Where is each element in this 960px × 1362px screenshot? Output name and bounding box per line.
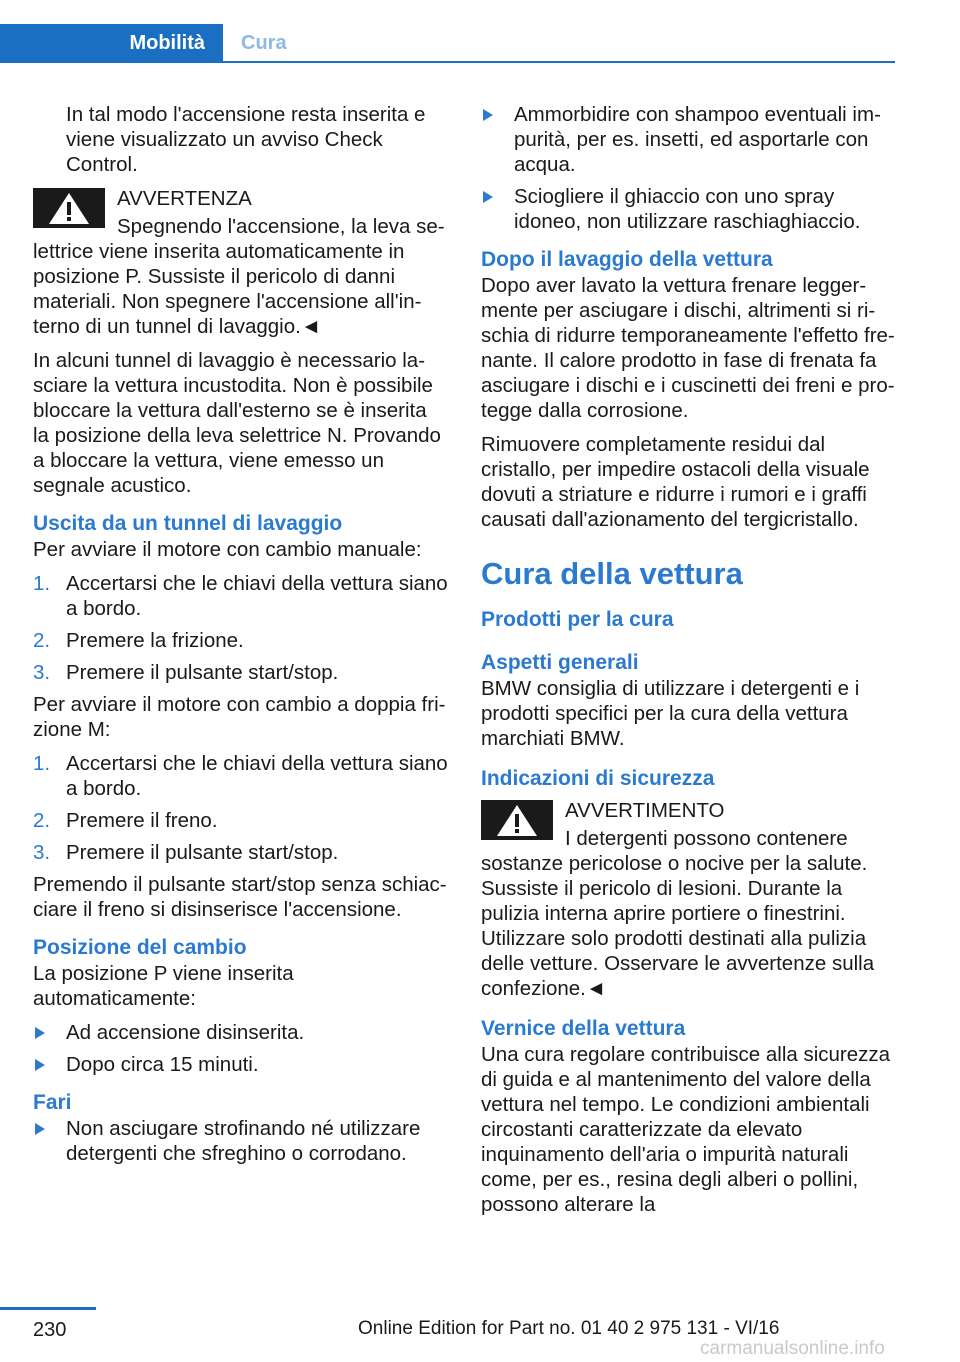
edition-text: Online Edition for Part no. 01 40 2 975 131 - VI/16 bbox=[358, 1318, 780, 1339]
list-item bbox=[33, 840, 448, 865]
watermark-text: carmanualsonline.info bbox=[700, 1338, 885, 1359]
manual-intro: Per avviare il motore con cambio manuale: bbox=[33, 538, 422, 561]
step-number: 2. bbox=[33, 629, 51, 652]
list-item bbox=[33, 571, 448, 621]
bullet-triangle-icon bbox=[35, 1123, 45, 1135]
heading-exit-tunnel: Uscita da un tunnel di lavaggio bbox=[33, 512, 343, 535]
warning-box bbox=[33, 186, 448, 339]
warning-box bbox=[481, 798, 896, 1001]
bullet-triangle-icon bbox=[483, 109, 493, 121]
bullet-text: Dopo circa 15 minuti. bbox=[66, 1053, 259, 1076]
list-item bbox=[33, 808, 448, 833]
heading-care-products: Prodotti per la cura bbox=[481, 608, 674, 631]
list-item bbox=[33, 1052, 448, 1077]
after-wash-paragraph-1: Dopo aver lavato la vettura frenare leggermente per asciugare i dischi, altrimenti si rischia di ridurre temporaneamente l'effetto frenante. Il calore prodotto in fase di frenata fa asciugare i dischi e i cuscinetti dei freni e protegge dalla corrosione. bbox=[481, 274, 895, 422]
list-item bbox=[33, 660, 448, 685]
tab-cura[interactable]: Cura bbox=[241, 32, 287, 54]
list-item bbox=[33, 1020, 448, 1045]
tab-mobilita-label: Mobilità bbox=[129, 32, 205, 54]
gear-intro: La posizione P viene inserita automaticamente: bbox=[33, 962, 294, 1010]
tunnel-paragraph: In alcuni tunnel di lavaggio è necessario lasciare la vettura incustodita. Non è possibile bloccare la vettura dall'esterno se è inserita la posizione della leva selettrice N. Provando a bloccare la vettura, viene emesso un segnale acustico. bbox=[33, 349, 441, 497]
heading-gear-position: Posizione del cambio bbox=[33, 936, 247, 959]
bullet-text: Sciogliere il ghiaccio con uno spray idoneo, non utilizzare raschiaghiaccio. bbox=[514, 185, 861, 233]
warning-triangle-icon bbox=[33, 188, 105, 228]
bullet-triangle-icon bbox=[35, 1027, 45, 1039]
bullet-triangle-icon bbox=[35, 1059, 45, 1071]
warning-body: I detergenti possono contenere sostanze pericolose o nocive per la salute. Sussiste il pericolo di lesioni. Durante la pulizia interna aprire portiere o finestrini. Utilizzare solo prodotti destinati alla pulizia delle vetture. Osservare le avvertenze sulla confezione.◄ bbox=[481, 827, 875, 1000]
step-number: 1. bbox=[33, 752, 51, 775]
brake-paragraph: Premendo il pulsante start/stop senza schiacciare il freno si disinserisce l'accensione. bbox=[33, 873, 447, 921]
manual-steps-list bbox=[33, 571, 448, 685]
bullet-text: Non asciugare strofinando né utilizzare detergenti che sfreghino o corrodano. bbox=[66, 1117, 421, 1165]
step-text: Premere il freno. bbox=[66, 809, 218, 832]
step-number: 2. bbox=[33, 809, 51, 832]
dct-steps-list bbox=[33, 751, 448, 865]
lights-list bbox=[33, 1116, 448, 1166]
left-column bbox=[33, 102, 448, 1173]
warning-triangle-icon bbox=[481, 800, 553, 840]
step-text: Premere la frizione. bbox=[66, 629, 244, 652]
dct-intro: Per avviare il motore con cambio a doppia frizione M: bbox=[33, 693, 446, 741]
warning-body: Spegnendo l'accensione, la leva selettrice viene inserita automaticamente in posizione P. Sussiste il pericolo di danni materiali. Non spegnere l'accensione all'interno di un tunnel di lavaggio.◄ bbox=[33, 215, 445, 338]
intro-paragraph: In tal modo l'accensione resta inserita e viene visualizzato un avviso Check Control. bbox=[66, 103, 426, 176]
right-column bbox=[481, 102, 896, 1226]
step-text: Accertarsi che le chiavi della vettura siano a bordo. bbox=[66, 752, 448, 800]
warning-title: AVVERTENZA bbox=[117, 187, 252, 210]
chapter-tab-bar bbox=[0, 24, 895, 63]
after-wash-paragraph-2: Rimuovere completamente residui dal cristallo, per impedire ostacoli della visuale dovuti a striature e ridurre i rumori e i graffi causati dall'azionamento del tergicristallo. bbox=[481, 433, 870, 531]
page-number: 230 bbox=[33, 1319, 67, 1341]
list-item bbox=[33, 628, 448, 653]
washing-list bbox=[481, 102, 896, 234]
gear-list bbox=[33, 1020, 448, 1077]
step-number: 1. bbox=[33, 572, 51, 595]
heading-lights: Fari bbox=[33, 1091, 72, 1114]
general-paragraph: BMW consiglia di utilizzare i detergenti e i prodotti specifici per la cura della vettura marchiati BMW. bbox=[481, 677, 860, 750]
heading-car-care: Cura della vettura bbox=[481, 556, 743, 591]
list-item bbox=[481, 102, 896, 177]
bullet-triangle-icon bbox=[483, 191, 493, 203]
step-text: Accertarsi che le chiavi della vettura siano a bordo. bbox=[66, 572, 448, 620]
step-number: 3. bbox=[33, 841, 51, 864]
bullet-text: Ammorbidire con shampoo eventuali impurità, per es. insetti, ed asportarle con acqua. bbox=[514, 103, 881, 176]
list-item bbox=[33, 751, 448, 801]
step-number: 3. bbox=[33, 661, 51, 684]
list-item bbox=[481, 184, 896, 234]
heading-safety: Indicazioni di sicurezza bbox=[481, 767, 715, 790]
heading-paint: Vernice della vettura bbox=[481, 1017, 686, 1040]
heading-general: Aspetti generali bbox=[481, 651, 639, 674]
list-item bbox=[33, 1116, 448, 1166]
footer-rule bbox=[0, 1307, 96, 1310]
warning-title: AVVERTIMENTO bbox=[565, 799, 725, 822]
step-text: Premere il pulsante start/stop. bbox=[66, 841, 339, 864]
tab-mobilita[interactable] bbox=[0, 24, 223, 61]
paint-paragraph: Una cura regolare contribuisce alla sicurezza di guida e al mantenimento del valore della vettura nel tempo. Le condizioni ambientali circostanti caratterizzate da elevato inquinamento dell'aria o impurità naturali come, per es., resina degli alberi o pollini, possono alterare la bbox=[481, 1043, 891, 1216]
bullet-text: Ad accensione disinserita. bbox=[66, 1021, 305, 1044]
heading-after-wash: Dopo il lavaggio della vettura bbox=[481, 248, 773, 271]
step-text: Premere il pulsante start/stop. bbox=[66, 661, 339, 684]
